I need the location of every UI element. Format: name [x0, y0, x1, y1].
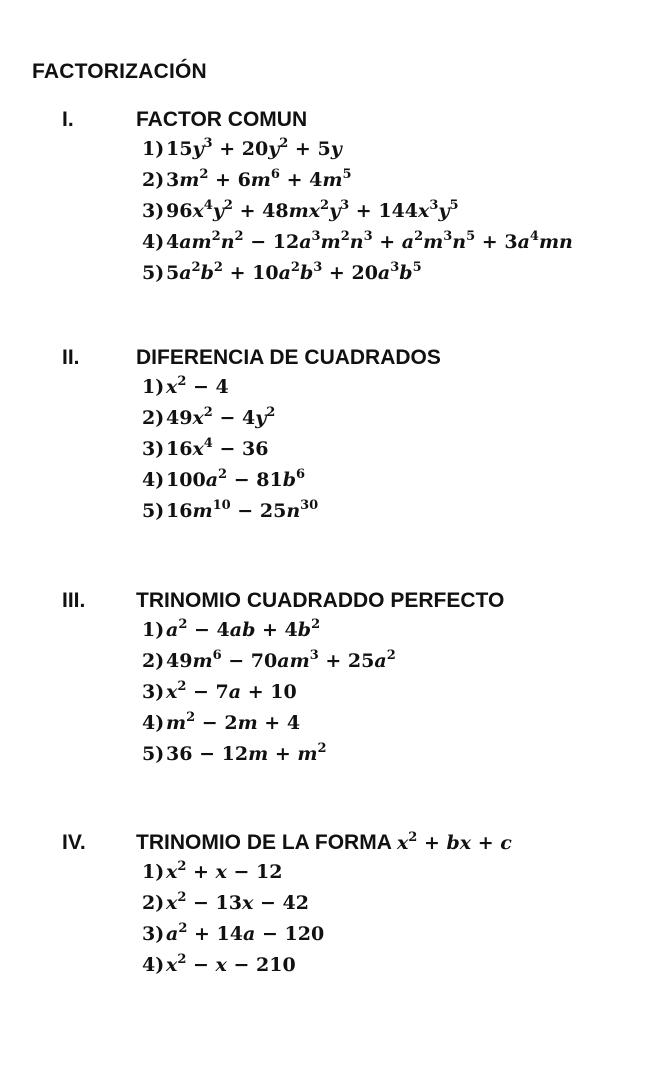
- exercise-list: [0, 136, 652, 291]
- exercise-item: [0, 260, 652, 291]
- exercise-expression: $36 - 12m + m^2$: [166, 740, 327, 765]
- exercise-expression: $15y^3 + 20y^2 + 5y$: [166, 135, 342, 160]
- section-numeral: III.: [62, 589, 86, 612]
- exercise-expression: $m^2 - 2m + 4$: [166, 709, 301, 734]
- exercise-number: 2): [142, 650, 165, 672]
- exercise-item: [0, 859, 652, 890]
- exercise-number: 1): [142, 138, 165, 160]
- exercise-number: 2): [142, 169, 165, 191]
- exercise-item: [0, 741, 652, 772]
- section-title-formula: $x^2$ + bx + c: [396, 829, 512, 854]
- exercise-expression: $3m^2 + 6m^6 + 4m^5$: [166, 166, 352, 191]
- exercise-item: [0, 405, 652, 436]
- exercise-number: 5): [142, 743, 165, 765]
- exercise-list: [0, 859, 652, 983]
- exercise-expression: $16x^4 - 36$: [166, 435, 269, 460]
- section-title: TRINOMIO CUADRADDO PERFECTO: [136, 589, 505, 612]
- exercise-list: [0, 617, 652, 772]
- exercise-number: 3): [142, 681, 165, 703]
- exercise-item: [0, 467, 652, 498]
- exercise-list: [0, 374, 652, 529]
- exercise-expression: $a^2 - 4ab + 4b^2$: [166, 616, 321, 641]
- section-header: [0, 831, 652, 859]
- section-header: [0, 346, 652, 374]
- section-numeral: IV.: [62, 831, 86, 854]
- exercise-number: 4): [142, 954, 165, 976]
- exercise-item: [0, 436, 652, 467]
- section-trinomio-de-la-forma: [0, 831, 652, 983]
- section-numeral: II.: [62, 346, 80, 369]
- exercise-expression: $x^2 - 4$: [166, 373, 229, 398]
- exercise-item: [0, 952, 652, 983]
- exercise-item: [0, 921, 652, 952]
- exercise-item: [0, 710, 652, 741]
- page-title: FACTORIZACIÓN: [32, 60, 207, 83]
- section-numeral: I.: [62, 108, 74, 131]
- exercise-item: [0, 890, 652, 921]
- exercise-expression: $x^2 - 13x - 42$: [166, 889, 309, 914]
- exercise-number: 4): [142, 712, 165, 734]
- exercise-expression: $x^2 - 7a + 10$: [166, 678, 297, 703]
- exercise-item: [0, 198, 652, 229]
- exercise-item: [0, 374, 652, 405]
- exercise-number: 3): [142, 438, 165, 460]
- exercise-number: 5): [142, 262, 165, 284]
- exercise-number: 5): [142, 500, 165, 522]
- exercise-expression: $5a^2b^2 + 10a^2b^3 + 20a^3b^5$: [166, 259, 422, 284]
- exercise-number: 2): [142, 407, 165, 429]
- exercise-number: 2): [142, 892, 165, 914]
- exercise-number: 4): [142, 231, 165, 253]
- exercise-expression: $x^2 - x - 210$: [166, 951, 296, 976]
- exercise-item: [0, 648, 652, 679]
- exercise-item: [0, 617, 652, 648]
- section-title: TRINOMIO DE LA FORMA $x^2$ + bx + c: [136, 829, 512, 854]
- exercise-expression: $100a^2 - 81b^6$: [166, 466, 306, 491]
- exercise-expression: $96x^4y^2 + 48mx^2y^3 + 144x^3y^5$: [166, 197, 459, 222]
- exercise-item: [0, 229, 652, 260]
- section-trinomio-cuadrado-perfecto: [0, 589, 652, 772]
- section-header: [0, 589, 652, 617]
- exercise-item: [0, 167, 652, 198]
- exercise-number: 1): [142, 376, 165, 398]
- section-header: [0, 108, 652, 136]
- exercise-expression: $49x^2 - 4y^2$: [166, 404, 276, 429]
- exercise-number: 3): [142, 200, 165, 222]
- section-title: DIFERENCIA DE CUADRADOS: [136, 346, 441, 369]
- section-title: FACTOR COMUN: [136, 108, 308, 131]
- exercise-expression: $x^2 + x - 12$: [166, 858, 283, 883]
- exercise-expression: $4am^2n^2 - 12a^3m^2n^3 + a^2m^3n^5 + 3a^4mn$: [166, 228, 573, 253]
- exercise-expression: $a^2 + 14a - 120$: [166, 920, 325, 945]
- exercise-item: [0, 498, 652, 529]
- exercise-number: 1): [142, 619, 165, 641]
- exercise-item: [0, 136, 652, 167]
- exercise-number: 1): [142, 861, 165, 883]
- section-diferencia-cuadrados: [0, 346, 652, 529]
- section-factor-comun: [0, 108, 652, 291]
- exercise-item: [0, 679, 652, 710]
- exercise-expression: $49m^6 - 70am^3 + 25a^2$: [166, 647, 396, 672]
- exercise-number: 3): [142, 923, 165, 945]
- exercise-number: 4): [142, 469, 165, 491]
- exercise-expression: $16m^{10} - 25n^{30}$: [166, 497, 319, 522]
